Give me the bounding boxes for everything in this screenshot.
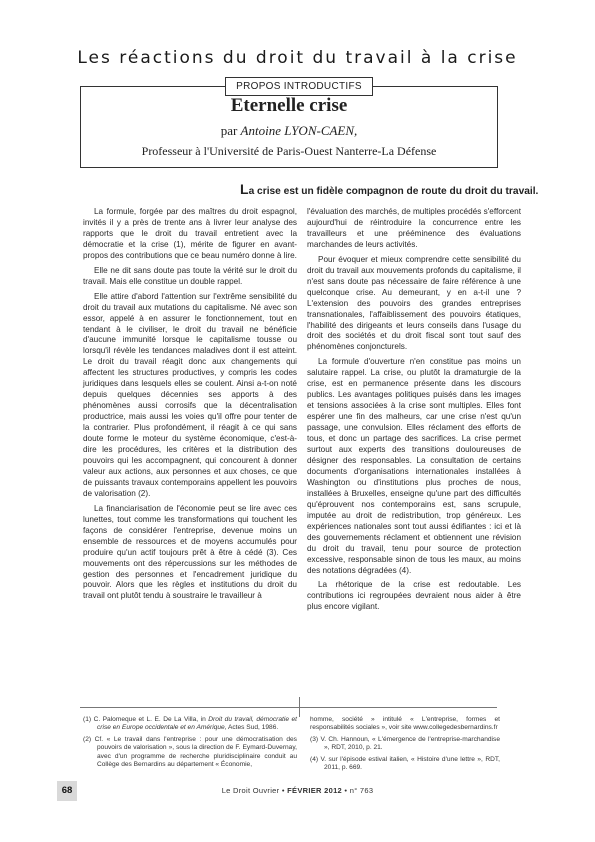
issue-date: FÉVRIER 2012 [287,786,343,795]
paragraph: La financiarisation de l'économie peut se lire avec ces lunettes, tout comme les transformations qui touchent les façons de considérer l'entreprise, devenue moins un ensemble de ressources et de moyens accumulés pour produire qu'un actif toujours prêt à être à cédé (3). Ces mouvements ont des répercussions sur les méthodes de gestion des personnes et l'encadrement juridique du pouvoir. Alors que les règles et institutions du droit du travail ont plutôt tendu à soustraire le travailleur à [83,503,297,601]
footnote-rule [80,707,305,708]
separator: • [342,786,350,795]
author-line [80,123,498,139]
paragraph: Elle ne dit sans doute pas toute la vérité sur le droit du travail. Mais elle constitue un double rappel. [83,265,297,286]
left-column [83,207,297,606]
divider [291,707,307,708]
page-footer [0,786,595,795]
paragraph: La formule, forgée par des maîtres du droit espagnol, invités il y a près de trente ans à livrer leur analyse des rapports que le droit du travail entretient avec la démocratie et la crise (1), mérite de figurer en avant-propos des contributions que ce beau numéro donne à lire. [83,207,297,260]
paragraph: La rhétorique de la crise est redoutable. Les contributions ici regroupées devraient nous aider à être plus encore vigilant. [307,580,521,612]
footnote-number: (2) [83,735,92,743]
paragraph: La formule d'ouverture n'en constitue pas moins un salutaire rappel. La crise, ou plutôt la dramaturgie de la crise, est en permanence présente dans les discours publics. Les avantages politiques puisés dans les images et tensions associées à la crise sont multiples. Elles font espérer une fin des malheurs, car une crise n'est qu'un passage, une convulsion. Elles réclament des efforts de tous, et donc un partage des sacrifices. La crise permet surtout aux experts des transitions douloureuses de désigner des responsables. La consultation de certains documents d'organisations internationales installées à Washington ou d'institutions plus proches de nous, installées à Bruxelles, enseigne qu'une part des difficultés qu'éprouvent nos contemporains est, sans scrupule, imputée au droit de redistribution, trop généreux. Les expériences nationales sont tout aussi édifiantes : ici et là des gouvernements réclament et obtiennent une révision du droit du travail, tenu pour source de protection excessive, responsable sinon de tous les maux, au moins des notations dégradées (4). [307,357,521,575]
separator: • [279,786,288,795]
topic-heading: Les réactions du droit du travail à la crise [77,48,518,68]
paragraph: Pour évoquer et mieux comprendre cette sensibilité du droit du travail aux mouvements profonds du capitalisme, il n'est sans doute pas nécessaire de faire référence à une quelconque crise. Au demeurant, y en a-t-il une ? L'extension des pouvoirs des grandes entreprises transnationales, l'affaiblissement des pouvoirs étatiques, l'habilité des dirigeants et leurs conseils dans l'usage du droit des sociétés et du droit fiscal sont tout sauf des phénomènes conjoncturels. [307,254,521,352]
page-number: 68 [57,781,77,801]
footnote-text: V. sur l'épisode estival italien, « Histoire d'une lettre », RDT, 2011, p. 669. [320,755,500,772]
author-prefix: par [220,123,241,138]
footnote-text: C. Palomeque et L. E. De La Villa, in [93,716,209,723]
footnote-text: homme, société » intitulé « L'entreprise, formes et responsabilités sociales », voir site www.collegedesbernardins.fr [310,716,500,732]
footnote-rule [307,707,497,708]
footnotes-right [310,716,500,775]
footnote-text: V. Ch. Hannoun, « L'émergence de l'entreprise-marchandise », RDT, 2010, p. 21. [320,735,500,752]
author-name: Antoine LYON-CAEN, [240,123,358,138]
lead-text: a crise est un fidèle compagnon de route du droit du travail. [248,186,539,197]
footnotes-left [83,716,297,772]
footnote [310,756,500,773]
issue-number: n° 763 [349,786,374,795]
author-affiliation: Professeur à l'Université de Paris-Ouest Nanterre-La Défense [141,144,437,158]
journal-name: Le Droit Ouvrier [221,786,280,795]
footnote-number: (4) [310,755,319,763]
right-column [307,207,521,617]
footnote [310,736,500,753]
footnote-number: (3) [310,735,319,743]
footnote-text: Cf. « Le travail dans l'entreprise : pour une démocratisation des pouvoirs de valorisation », sous la direction de F. Eymard-Duvernay, avec d'un programme de recherche pluridisciplinaire conduit au Collège des Bernardins au département « Économie, [94,735,297,769]
footnote [83,716,297,733]
footnote-number: (1) [83,716,92,723]
footnote [310,716,500,733]
paragraph: Elle attire d'abord l'attention sur l'extrême sensibilité du droit du travail aux mutations du capitalisme. Né avec son essor, appelé à en assurer le fonctionnement, tout en tendant à le civiliser, le droit du travail ne bénéficie d'aucune immunité lorsque le capitalisme tousse ou lorsqu'il révèle les tendances maladives dont il est atteint. Le droit du travail réagit donc aux changements qui affectent les structures productives, y compris les codes juridiques dans lesquels elles se coulent. Ainsi a-t-on noté depuis quelques décennies ses apports à des phénomènes aussi corrosifs que la décentralisation productrice, mais aussi les voies qu'il offre pour tenter de la contrarier. Plus profondément, il réagit à ce qui sans doute forme le moteur du système économique, c'est-à-dire les procédures, les critères et la distribution des pouvoirs qui les accompagnent, qui concourent à donner valeur aux actions, aux personnes et aux choses, ce que de puissants travaux contemporains appellent les pouvoirs de valorisation (2). [83,291,297,498]
article-title: Eternelle crise [230,95,348,116]
footnote-text: , Actes Sud, 1986. [224,724,279,732]
footnote-book-title: Droit du travail, démocratie et crise en Europe occidentale et en Amérique [97,716,297,732]
footnote [83,736,297,770]
lead-sentence [240,181,538,197]
paragraph: l'évaluation des marchés, de multiples procédés s'efforcent aujourd'hui de réintroduire la concurrence entre les travailleurs et une prééminence des évaluations marchandes de leurs activités. [307,207,521,249]
drop-cap: L [240,181,249,197]
section-tab: PROPOS INTRODUCTIFS [225,77,373,96]
